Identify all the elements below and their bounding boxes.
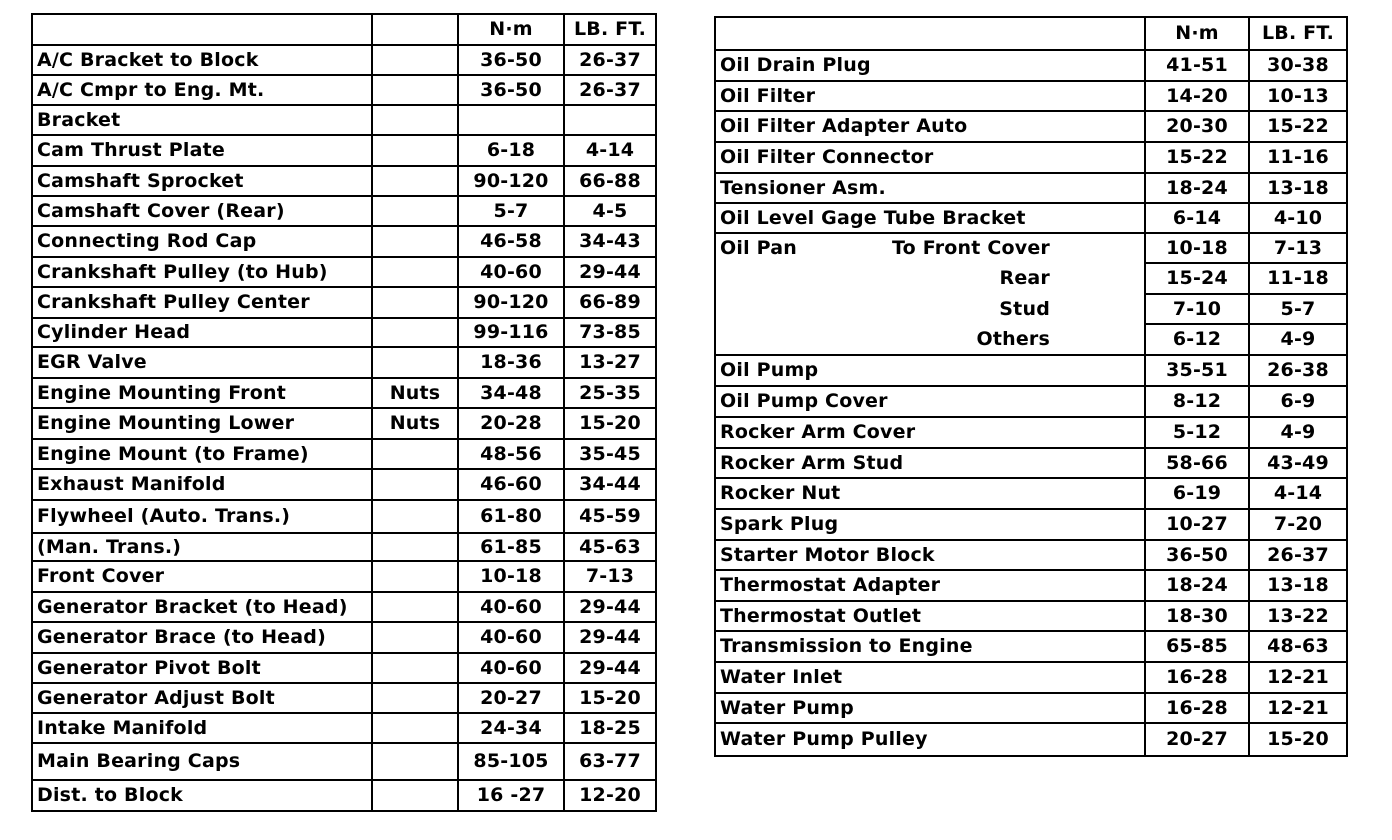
torque-nm: 46-60 [458,469,564,500]
table-row [715,294,1347,324]
table-row [32,75,656,105]
component-name: Crankshaft Pulley (to Hub) [32,257,372,287]
torque-nm: 36-50 [458,45,564,75]
component-name: Front Cover [32,561,372,592]
fastener-type [372,533,458,561]
torque-lbft: 26-38 [1249,355,1347,386]
fastener-type [372,622,458,653]
table-row [715,723,1347,756]
component-name: EGR Valve [32,347,372,378]
torque-lbft: 15-20 [1249,723,1347,756]
torque-nm: 6-14 [1145,203,1249,233]
table-row [32,592,656,622]
header-lbft-cell: LB. FT. [564,14,656,45]
table-row [32,135,656,166]
component-name: Bracket [32,105,372,135]
component-name: Engine Mounting Lower [32,408,372,439]
torque-nm: 16-28 [1145,693,1249,723]
table-row [715,355,1347,386]
table-row [32,196,656,226]
torque-lbft: 10-13 [1249,81,1347,111]
component-name: Water Inlet [715,662,1145,693]
torque-lbft: 34-44 [564,469,656,500]
component-name: A/C Bracket to Block [32,45,372,75]
torque-nm: 5-12 [1145,417,1249,448]
torque-nm: 36-50 [1145,540,1249,570]
torque-lbft: 30-38 [1249,50,1347,81]
table-row [32,622,656,653]
torque-nm: 6-18 [458,135,564,166]
fastener-type [372,780,458,811]
torque-nm: 20-27 [458,683,564,713]
fastener-type [372,166,458,196]
torque-lbft: 26-37 [564,45,656,75]
component-name: Water Pump [715,693,1145,723]
component-name: Crankshaft Pulley Center [32,287,372,318]
torque-nm: 15-22 [1145,142,1249,173]
component-label: Oil Pan [720,237,797,259]
torque-lbft: 15-20 [564,683,656,713]
table-row [32,287,656,318]
torque-nm: 41-51 [1145,50,1249,81]
torque-nm: 5-7 [458,196,564,226]
table-row [32,743,656,780]
component-name: Oil Filter [715,81,1145,111]
table-row [32,439,656,469]
torque-nm: 34-48 [458,378,564,408]
torque-lbft: 48-63 [1249,631,1347,662]
fastener-type [372,257,458,287]
torque-nm: 65-85 [1145,631,1249,662]
torque-nm: 85-105 [458,743,564,780]
header-name-cell [715,17,1145,50]
component-name: Rocker Arm Cover [715,417,1145,448]
table-row [715,111,1347,142]
table-row [32,378,656,408]
component-name: Oil Pump [715,355,1145,386]
torque-lbft: 43-49 [1249,448,1347,478]
fastener-type [372,500,458,533]
torque-nm: 14-20 [1145,81,1249,111]
torque-nm: 40-60 [458,592,564,622]
table-row [32,257,656,287]
torque-nm: 35-51 [1145,355,1249,386]
fastener-type [372,318,458,347]
torque-nm: 7-10 [1145,294,1249,324]
component-name: Starter Motor Block [715,540,1145,570]
header-name-cell [32,14,372,45]
table-row [32,561,656,592]
component-name: Thermostat Adapter [715,570,1145,601]
torque-lbft: 15-20 [564,408,656,439]
torque-lbft: 12-21 [1249,693,1347,723]
table-row [715,601,1347,631]
torque-lbft: 63-77 [564,743,656,780]
table-row [715,324,1347,355]
torque-lbft: 18-25 [564,713,656,743]
torque-lbft: 25-35 [564,378,656,408]
table-row [715,233,1347,263]
fastener-type [372,105,458,135]
torque-nm: 10-18 [1145,233,1249,263]
component-name: Cam Thrust Plate [32,135,372,166]
torque-nm: 8-12 [1145,386,1249,417]
torque-nm: 58-66 [1145,448,1249,478]
component-name: Spark Plug [715,509,1145,540]
component-name: Flywheel (Auto. Trans.) [32,500,372,533]
torque-nm: 16 -27 [458,780,564,811]
torque-lbft: 4-9 [1249,417,1347,448]
component-name: Camshaft Cover (Rear) [32,196,372,226]
component-name: Rocker Arm Stud [715,448,1145,478]
fastener-type [372,45,458,75]
torque-lbft: 7-13 [1249,233,1347,263]
right-header-row [715,17,1347,50]
torque-lbft: 4-5 [564,196,656,226]
component-sub-label: Rear [999,267,1050,289]
torque-nm: 90-120 [458,287,564,318]
torque-nm: 99-116 [458,318,564,347]
table-row [32,226,656,257]
torque-nm: 16-28 [1145,662,1249,693]
table-row [32,105,656,135]
torque-lbft: 73-85 [564,318,656,347]
fastener-type [372,347,458,378]
component-name: Engine Mounting Front [32,378,372,408]
component-name: Oil Filter Adapter Auto [715,111,1145,142]
fastener-type [372,743,458,780]
component-name: Generator Brace (to Head) [32,622,372,653]
torque-lbft: 35-45 [564,439,656,469]
table-row [715,509,1347,540]
table-row [32,318,656,347]
fastener-type [372,287,458,318]
torque-nm: 90-120 [458,166,564,196]
component-name: Tensioner Asm. [715,173,1145,203]
torque-nm: 46-58 [458,226,564,257]
component-name: Water Pump Pulley [715,723,1145,756]
component-name: Main Bearing Caps [32,743,372,780]
torque-lbft: 26-37 [1249,540,1347,570]
torque-lbft: 15-22 [1249,111,1347,142]
component-name: Thermostat Outlet [715,601,1145,631]
component-name: Generator Adjust Bolt [32,683,372,713]
component-name: Dist. to Block [32,780,372,811]
component-name: Generator Pivot Bolt [32,653,372,683]
table-row [32,469,656,500]
torque-nm: 15-24 [1145,263,1249,294]
component-name: Exhaust Manifold [32,469,372,500]
fastener-type [372,226,458,257]
torque-nm: 20-27 [1145,723,1249,756]
table-row [715,570,1347,601]
right-torque-table [714,16,1348,757]
component-name: Oil Filter Connector [715,142,1145,173]
component-name: A/C Cmpr to Eng. Mt. [32,75,372,105]
torque-nm: 20-28 [458,408,564,439]
fastener-type [372,75,458,105]
fastener-type [372,135,458,166]
component-name: (Man. Trans.) [32,533,372,561]
component-sub-label: Stud [999,297,1050,320]
header-nm-cell: N·m [458,14,564,45]
torque-nm: 18-24 [1145,173,1249,203]
torque-lbft: 45-59 [564,500,656,533]
table-row [32,683,656,713]
torque-nm: 61-80 [458,500,564,533]
torque-lbft: 29-44 [564,257,656,287]
torque-nm [458,105,564,135]
table-row [715,662,1347,693]
torque-lbft: 13-18 [1249,173,1347,203]
table-row [32,780,656,811]
component-sub-label: To Front Cover [892,237,1050,259]
component-name: Transmission to Engine [715,631,1145,662]
torque-nm: 24-34 [458,713,564,743]
component-name: Oil Drain Plug [715,50,1145,81]
component-name [715,324,1145,355]
component-sub-label: Others [976,327,1050,350]
component-name: Oil Level Gage Tube Bracket [715,203,1145,233]
table-row [715,203,1347,233]
torque-lbft: 34-43 [564,226,656,257]
left-header-row [32,14,656,45]
table-row [32,347,656,378]
table-row [715,693,1347,723]
torque-nm: 18-30 [1145,601,1249,631]
header-lbft-cell: LB. FT. [1249,17,1347,50]
torque-lbft: 13-22 [1249,601,1347,631]
table-row [32,533,656,561]
header-nm-cell: N·m [1145,17,1249,50]
torque-lbft [564,105,656,135]
fastener-type [372,196,458,226]
torque-lbft: 45-63 [564,533,656,561]
torque-lbft: 4-10 [1249,203,1347,233]
table-row [715,448,1347,478]
table-row [715,417,1347,448]
component-name [715,233,1145,263]
torque-lbft: 7-13 [564,561,656,592]
table-row [32,500,656,533]
torque-lbft: 5-7 [1249,294,1347,324]
component-name: Engine Mount (to Frame) [32,439,372,469]
torque-nm: 6-12 [1145,324,1249,355]
torque-lbft: 11-18 [1249,263,1347,294]
header-extra-cell [372,14,458,45]
torque-lbft: 26-37 [564,75,656,105]
component-name: Connecting Rod Cap [32,226,372,257]
component-name [715,263,1145,294]
torque-lbft: 12-21 [1249,662,1347,693]
torque-lbft: 4-14 [1249,478,1347,509]
table-row [715,631,1347,662]
torque-lbft: 12-20 [564,780,656,811]
torque-lbft: 7-20 [1249,509,1347,540]
table-row [32,713,656,743]
left-torque-table [31,13,657,812]
table-row [715,386,1347,417]
table-row [715,173,1347,203]
component-name: Camshaft Sprocket [32,166,372,196]
torque-nm: 40-60 [458,257,564,287]
table-row [32,45,656,75]
fastener-type [372,439,458,469]
torque-lbft: 13-27 [564,347,656,378]
torque-nm: 61-85 [458,533,564,561]
table-row [32,166,656,196]
torque-nm: 6-19 [1145,478,1249,509]
torque-nm: 48-56 [458,439,564,469]
table-row [32,653,656,683]
torque-nm: 10-27 [1145,509,1249,540]
fastener-type [372,561,458,592]
fastener-type [372,592,458,622]
table-row [715,263,1347,294]
torque-lbft: 66-88 [564,166,656,196]
table-row [32,408,656,439]
table-row [715,540,1347,570]
torque-nm: 10-18 [458,561,564,592]
torque-lbft: 29-44 [564,622,656,653]
fastener-type: Nuts [372,408,458,439]
torque-lbft: 4-9 [1249,324,1347,355]
torque-lbft: 29-44 [564,653,656,683]
fastener-type [372,713,458,743]
table-row [715,142,1347,173]
table-row [715,50,1347,81]
torque-nm: 18-36 [458,347,564,378]
torque-nm: 36-50 [458,75,564,105]
component-name: Oil Pump Cover [715,386,1145,417]
table-row [715,81,1347,111]
component-name [715,294,1145,324]
torque-nm: 20-30 [1145,111,1249,142]
torque-nm: 40-60 [458,622,564,653]
torque-lbft: 4-14 [564,135,656,166]
torque-lbft: 6-9 [1249,386,1347,417]
component-name: Cylinder Head [32,318,372,347]
torque-nm: 40-60 [458,653,564,683]
table-row [715,478,1347,509]
component-name: Intake Manifold [32,713,372,743]
component-name: Generator Bracket (to Head) [32,592,372,622]
fastener-type [372,469,458,500]
torque-lbft: 29-44 [564,592,656,622]
torque-nm: 18-24 [1145,570,1249,601]
fastener-type: Nuts [372,378,458,408]
torque-lbft: 13-18 [1249,570,1347,601]
fastener-type [372,683,458,713]
fastener-type [372,653,458,683]
torque-lbft: 66-89 [564,287,656,318]
component-name: Rocker Nut [715,478,1145,509]
torque-lbft: 11-16 [1249,142,1347,173]
